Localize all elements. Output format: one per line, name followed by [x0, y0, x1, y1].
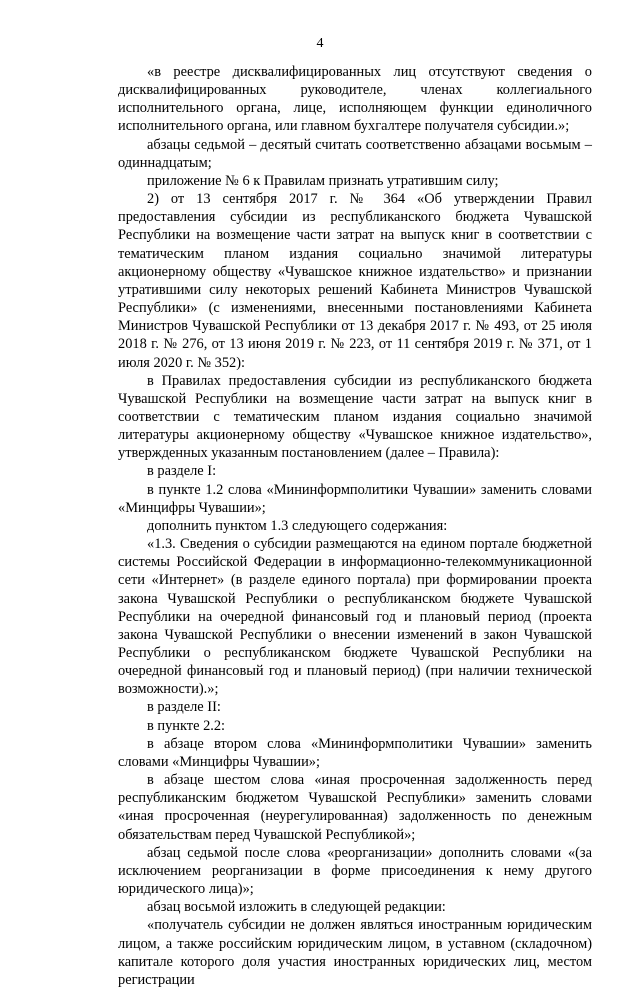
- paragraph-14: абзац седьмой после слова «реорганизации» дополнить словами «(за исключением реорганизации в форме присоединения к нему другого юридического лица)»;: [118, 844, 592, 898]
- paragraph-7: в пункте 1.2 слова «Мининформполитики Чувашии» заменить словами «Минцифры Чувашии»;: [118, 481, 592, 516]
- paragraph-9: «1.3. Сведения о субсидии размещаются на едином портале бюджетной системы Российской Федерации в информационно-телекоммуникационной сети «Интернет» (в разделе единого портала) при формировании проекта закона Чувашской Республики о республиканском бюджете Чувашской Республики на очередной финансовый год и плановый период (проекта закона Чувашской Республики о внесении изменений в закон Чувашской Республики о республиканском бюджете Чувашской Республики на очередной финансовый год и плановый период) (при наличии технической возможности).»;: [118, 536, 592, 698]
- paragraph-1: «в реестре дисквалифицированных лиц отсутствуют сведения о дисквалифицированных руководителе, членах коллегиального исполнительного органа, лице, исполняющем функции единоличного исполнительного органа, или главном бухгалтере получателя субсидии.»;: [118, 64, 592, 135]
- paragraph-2: абзацы седьмой – десятый считать соответственно абзацами восьмым – одиннадцатым;: [118, 136, 592, 171]
- paragraph-13: в абзаце шестом слова «иная просроченная задолженность перед республиканским бюджетом Чувашской Республики» заменить словами «иная просроченная (неурегулированная) задолженность по денежным обязательствам перед Чувашской Республикой»;: [118, 772, 592, 843]
- paragraph-15: абзац восьмой изложить в следующей редакции:: [147, 899, 446, 916]
- paragraph-6: в разделе I:: [147, 463, 217, 480]
- paragraph-5: в Правилах предоставления субсидии из республиканского бюджета Чувашской Республики на возмещение части затрат на выпуск книг в соответствии с тематическим планом издания социально значимой литературы акционерному обществу «Чувашское книжное издательство», утвержденных указанным постановлением (далее – Правила):: [118, 372, 592, 462]
- paragraph-3: приложение № 6 к Правилам признать утратившим силу;: [147, 172, 499, 189]
- paragraph-10: в разделе II:: [147, 699, 221, 716]
- paragraph-12: в абзаце втором слова «Мининформполитики Чувашии» заменить словами «Минцифры Чувашии»;: [118, 735, 592, 770]
- document-body: [118, 63, 592, 989]
- paragraph-4: 2) от 13 сентября 2017 г. № 364 «Об утверждении Правил предоставления субсидии из республиканского бюджета Чувашской Республики на возмещение части затрат на выпуск книг в соответствии с тематическим планом издания социально значимой литературы акционерному обществу «Чувашское книжное издательство» и признании утратившими силу некоторых решений Кабинета Министров Чувашской Республики» (с изменениями, внесенными постановлениями Кабинета Министров Чувашской Республики от 13 декабря 2017 г. № 493, от 25 июля 2018 г. № 276, от 13 июня 2019 г. № 223, от 11 сентября 2019 г. № 371, от 1 июля 2020 г. № 352):: [118, 191, 592, 371]
- paragraph-8: дополнить пунктом 1.3 следующего содержания:: [147, 517, 448, 534]
- paragraph-11: в пункте 2.2:: [147, 717, 226, 734]
- page-number: 4: [316, 36, 324, 51]
- paragraph-16: «получатель субсидии не должен являться иностранным юридическим лицом, а также российским юридическим лицом, в уставном (складочном) капитале которого доля участия иностранных юридических лиц, местом регистрации: [118, 917, 592, 988]
